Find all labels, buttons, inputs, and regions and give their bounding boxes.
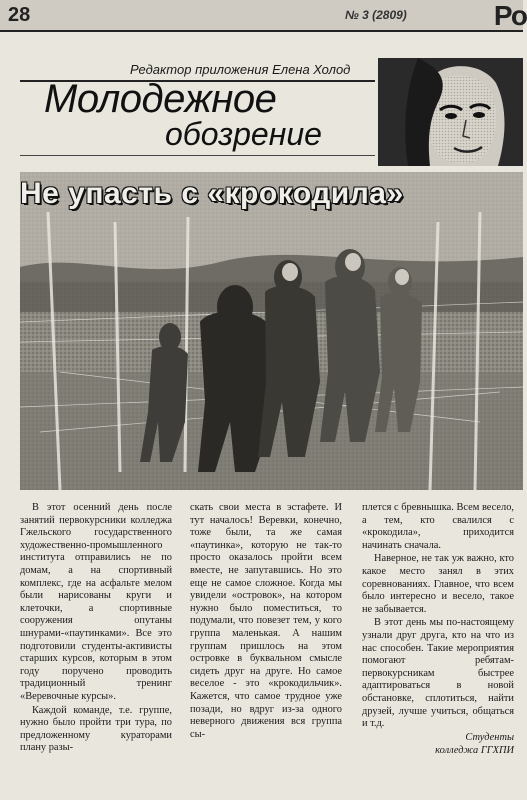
- newspaper-logo-fragment: Ро: [493, 0, 527, 31]
- article-column-1: [20, 502, 172, 756]
- rubric-editor: Редактор приложения Елена Холод: [130, 62, 351, 77]
- issue-number: № 3 (2809): [345, 8, 407, 22]
- article-signature-line-2: колледжа ГГХПИ: [435, 745, 514, 757]
- rubric-subtitle: обозрение: [165, 116, 322, 152]
- rubric-title: Молодежное: [44, 77, 277, 121]
- page-header-strip: [0, 0, 527, 32]
- portrait-illustration: [378, 58, 523, 166]
- article-signature-line-1: Студенты: [465, 731, 514, 743]
- students-rope-course-photo: [20, 172, 523, 490]
- article-paragraph: В этот осенний день после занятий первокурсники колледжа Гжельского государственного художественно-промышленного института отправились не по домам, а на спортивный комплекс, где на асфальте мелом были нарисованы круги и клеточки, а спортивные сооружения опутаны шнурами-«паутинками». Все это подготовили студенты-активисты старших курсов, которым в этом году поручено проводить традиционный тренинг «Веревочные курсы».: [20, 502, 172, 702]
- article-headline: Не упасть с «крокодила»: [20, 177, 404, 210]
- editor-portrait-image: [378, 58, 523, 166]
- article-column-2: [190, 502, 342, 742]
- article-paragraph: Каждой команде, т.е. группе, нужно было пройти три тура, по предложенному кураторами плану разы-: [20, 704, 172, 754]
- article-photo: [20, 172, 523, 490]
- article-paragraph: В этот день мы по-настоящему узнали друг друга, кто на что из нас способен. Такие мероприятия помогают ребятам-первокурсникам быстрее адаптироваться в новой обстановке, сплотиться, найти друзей, лучше учиться, общаться и т.д.: [362, 617, 514, 730]
- article-paragraph: плется с бревнышка. Всем весело, а тем, кто свалился с «крокодила», приходится начинать сначала.: [362, 502, 514, 551]
- article-column-3: [362, 502, 514, 759]
- article-paragraph: Наверное, не так уж важно, кто какое место занял в этих соревнованиях. Главное, что всем было интересно и весело, такое не забывается.: [362, 553, 514, 615]
- article-paragraph: скать свои места в эстафете. И тут началось! Веревки, конечно, тоже были, та же самая «паутинка», которую не так-то просто оказалось пройти всем вместе, не запутавшись. Но это еще не самое сложное. Когда мы увидели «островок», на котором нужно было поместиться, то подумали, что повезет тем, у кого группа маленькая. А нашим группам пришлось на этом островке в буквальном смысле сидеть друг на друге. Но самое веселое - это «крокодильчик». Кажется, что самое трудное уже позади, но вдруг из-за одного неверного движения вся группа сы-: [190, 502, 342, 740]
- page-number: 28: [8, 4, 31, 26]
- rubric-divider-bottom: [20, 155, 375, 156]
